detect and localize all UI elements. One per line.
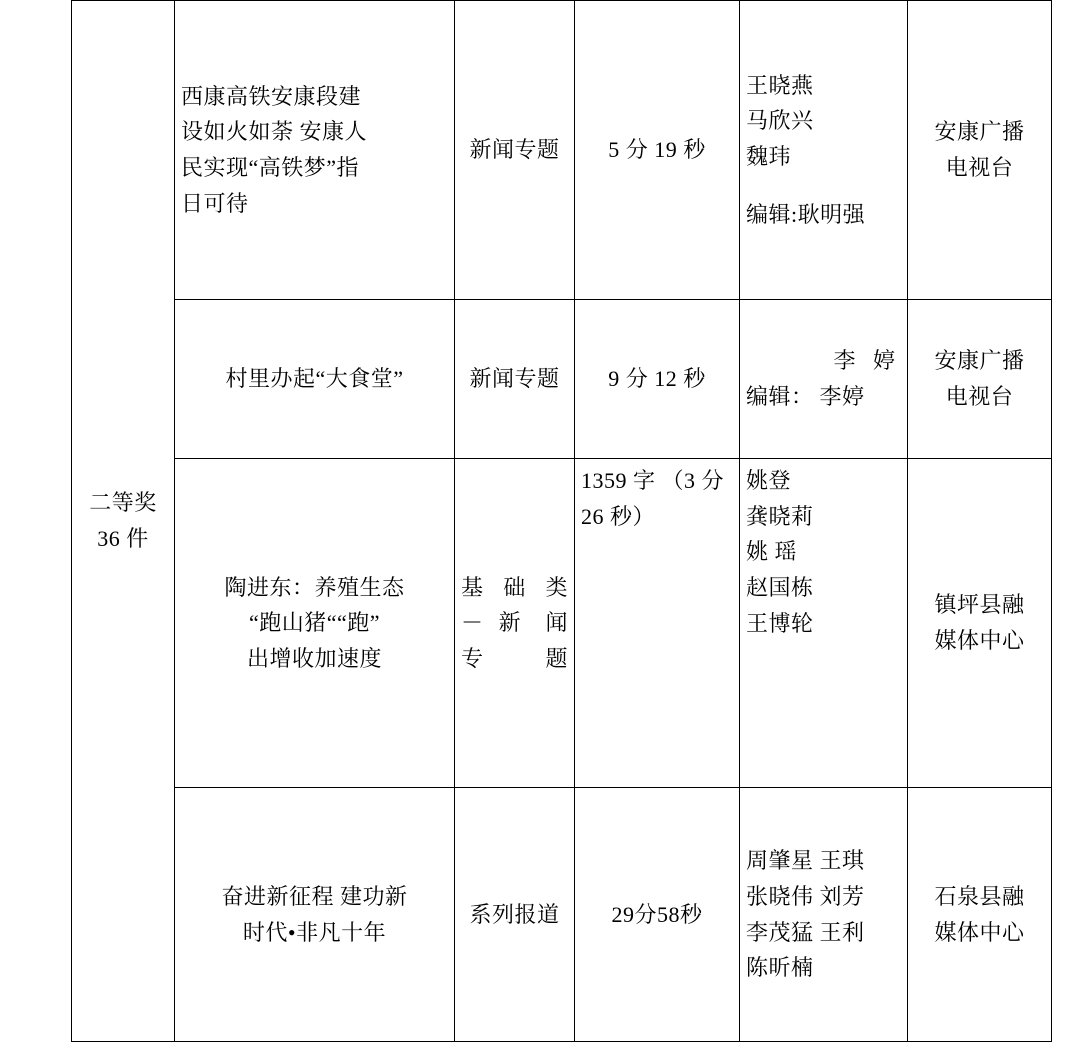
author-name: 龚晓莉	[746, 503, 814, 529]
work-authors-cell	[740, 788, 908, 1042]
submitting-unit-cell	[908, 459, 1052, 788]
unit-line: 石泉县融	[934, 883, 1025, 909]
title-line: 设如火如荼 安康人	[181, 119, 368, 145]
genre-line: － 新 闻	[461, 610, 568, 636]
work-length-cell: 5 分 19 秒	[575, 1, 740, 300]
title-line: 民实现“高铁梦”指	[181, 155, 360, 180]
unit-line: 媒体中心	[934, 919, 1025, 945]
author-name: 王晓燕	[746, 72, 814, 98]
title-line: 奋进新征程 建功新	[221, 883, 408, 909]
author-name: 周肇星 王琪	[746, 848, 865, 874]
work-authors-cell	[740, 1, 908, 300]
work-authors-cell	[740, 459, 908, 788]
author-name: 赵国栋	[746, 574, 814, 600]
author-name: 姚登	[746, 468, 792, 493]
award-group-name: 二等奖	[89, 490, 157, 516]
unit-line: 电视台	[945, 155, 1014, 180]
genre-line: 基 础 类	[461, 574, 568, 600]
work-title-cell	[175, 788, 455, 1042]
title-line: 时代•非凡十年	[242, 919, 387, 945]
author-name: 张晓伟 刘芳	[746, 883, 865, 909]
author-name: 陈昕楠	[746, 955, 814, 981]
submitting-unit-cell	[908, 788, 1052, 1042]
editor-name: 编辑： 李婷	[746, 384, 865, 409]
title-line: 出增收加速度	[246, 645, 382, 671]
unit-line: 安康广播	[934, 348, 1025, 374]
award-group-count: 36 件	[97, 526, 149, 551]
author-name: 李 婷	[833, 348, 901, 374]
title-line: “跑山猪““跑”	[248, 610, 381, 636]
table-row	[72, 300, 1052, 459]
author-name: 王博轮	[746, 610, 814, 636]
work-genre-cell: 新闻专题	[455, 300, 575, 459]
work-length-cell: 1359 字 （3 分 26 秒）	[575, 459, 740, 788]
unit-line: 镇坪县融	[934, 592, 1025, 618]
work-genre-cell	[455, 459, 575, 788]
work-title-cell	[175, 459, 455, 788]
editor-name: 编辑:耿明强	[746, 201, 866, 227]
author-name: 姚 瑶	[746, 539, 798, 565]
table-row	[72, 459, 1052, 788]
title-line: 西康高铁安康段建	[181, 83, 362, 109]
title-line: 陶进东：养殖生态	[224, 574, 405, 600]
work-genre-cell: 新闻专题	[455, 1, 575, 300]
awards-table	[71, 0, 1052, 1042]
work-length-cell: 29分58秒	[575, 788, 740, 1042]
award-group-cell	[72, 1, 175, 1042]
author-name: 马欣兴	[746, 108, 814, 134]
work-length-cell: 9 分 12 秒	[575, 300, 740, 459]
unit-line: 媒体中心	[934, 628, 1025, 653]
work-title-cell: 村里办起“大食堂”	[175, 300, 455, 459]
submitting-unit-cell	[908, 1, 1052, 300]
table-row	[72, 1, 1052, 300]
unit-line: 安康广播	[934, 119, 1025, 145]
author-name: 魏玮	[746, 144, 792, 169]
work-authors-cell	[740, 300, 908, 459]
work-genre-cell: 系列报道	[455, 788, 575, 1042]
genre-line: 专题	[461, 645, 568, 671]
title-line: 日可待	[181, 190, 249, 216]
submitting-unit-cell	[908, 300, 1052, 459]
table-row	[72, 788, 1052, 1042]
work-title-cell	[175, 1, 455, 300]
unit-line: 电视台	[945, 384, 1014, 409]
author-name: 李茂猛 王利	[746, 919, 865, 945]
